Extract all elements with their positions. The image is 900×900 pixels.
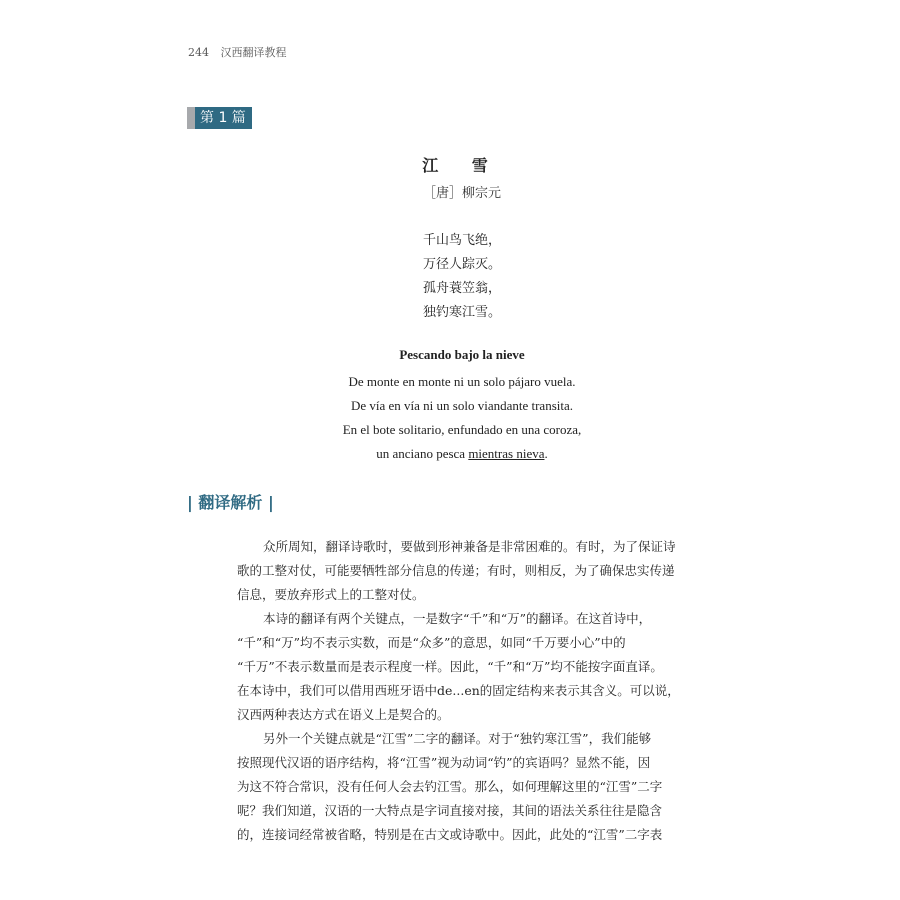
paragraph-line: 本诗的翻译有两个关键点，一是数字“千”和“万”的翻译。在这首诗中，	[263, 611, 652, 626]
analysis-body	[237, 535, 697, 847]
paragraph-line: 歌的工整对仗，可能要牺牲部分信息的传递；有时，则相反，为了确保忠实传递	[237, 563, 675, 578]
spanish-line: De vía en vía ni un solo viandante transita.	[350, 398, 574, 413]
section-tag-label: 第 1 篇	[195, 107, 252, 129]
paragraph-line: 汉西两种表达方式在语义上是契合的。	[237, 707, 450, 722]
poem-title: 江 雪	[422, 156, 502, 175]
running-header	[188, 44, 287, 60]
paragraph-line: 在本诗中，我们可以借用西班牙语中de...en的固定结构来表示其含义。可以说，	[237, 683, 680, 698]
section-tag-accent	[187, 107, 195, 129]
spanish-title: Pescando bajo la nieve	[399, 347, 525, 362]
spanish-line-text: un anciano pesca	[376, 446, 469, 461]
paragraph-line: 众所周知，翻译诗歌时，要做到形神兼备是非常困难的。有时，为了保证诗	[263, 539, 676, 554]
book-title: 汉西翻译教程	[220, 46, 287, 59]
spanish-line: De monte en monte ni un solo pájaro vuela.	[348, 374, 576, 389]
spanish-line: En el bote solitario, enfundado en una coroza,	[342, 422, 582, 437]
spanish-line-end: .	[544, 446, 548, 461]
poem-line: 孤舟蓑笠翁，	[422, 281, 501, 296]
paragraph-line: 呢？我们知道，汉语的一大特点是字词直接对接，其间的语法关系往往是隐含	[237, 803, 663, 818]
paragraph-line: 为这不符合常识，没有任何人会去钓江雪。那么，如何理解这里的“江雪”二字	[237, 779, 663, 794]
spanish-translation	[0, 346, 900, 466]
page-number: 244	[188, 46, 209, 59]
analysis-heading: | 翻译解析 |	[187, 493, 274, 512]
poem-author: ［唐］柳宗元	[422, 186, 501, 201]
poem-line: 独钓寒江雪。	[422, 305, 501, 320]
poem-body	[0, 229, 900, 325]
underlined-phrase: mientras nieva	[468, 446, 545, 461]
section-tag	[187, 107, 252, 129]
paragraph-line: “千”和“万”均不表示实数，而是“众多”的意思，如同“千万要小心”中的	[237, 635, 626, 650]
paragraph-line: “千万”不表示数量而是表示程度一样。因此，“千”和“万”均不能按字面直译。	[237, 659, 663, 674]
paragraph-line: 信息，要放弃形式上的工整对仗。	[237, 587, 425, 602]
poem-line: 万径人踪灭。	[422, 257, 501, 272]
paragraph-line: 另外一个关键点就是“江雪”二字的翻译。对于“独钓寒江雪”，我们能够	[263, 731, 652, 746]
poem-line: 千山鸟飞绝，	[422, 233, 501, 248]
spanish-line	[0, 442, 900, 466]
paragraph-line: 的，连接词经常被省略，特别是在古文或诗歌中。因此，此处的“江雪”二字表	[237, 827, 663, 842]
paragraph-line: 按照现代汉语的语序结构，将“江雪”视为动词“钓”的宾语吗？显然不能，因	[237, 755, 651, 770]
